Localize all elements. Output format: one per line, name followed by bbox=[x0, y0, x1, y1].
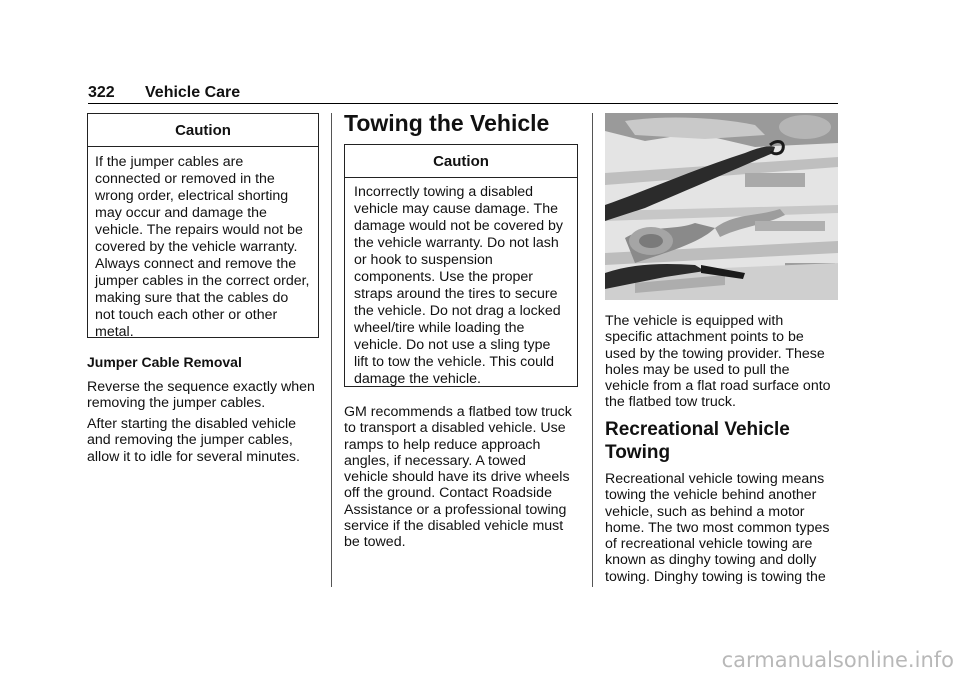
vehicle-underbody-photo bbox=[605, 113, 838, 300]
text-line: Reverse the sequence exactly when bbox=[87, 379, 315, 395]
caution-line: components. Use the proper bbox=[354, 269, 534, 285]
caution-line: jumper cables in the correct order, bbox=[95, 273, 310, 289]
text-line: The vehicle is equipped with bbox=[605, 313, 784, 329]
caution-line: making sure that the cables do bbox=[95, 290, 289, 306]
caution-line: metal. bbox=[95, 324, 134, 340]
recreational-towing-heading bbox=[605, 418, 790, 464]
column-divider-2 bbox=[592, 113, 593, 587]
heading-line: Towing bbox=[605, 442, 671, 463]
text-line: After starting the disabled vehicle bbox=[87, 416, 296, 432]
caution-line: Always connect and remove the bbox=[95, 256, 297, 272]
text-line: service if the disabled vehicle must bbox=[344, 518, 564, 535]
caution-title: Caution bbox=[345, 145, 577, 178]
page-number: 322 bbox=[88, 84, 115, 101]
heading-line: Recreational Vehicle bbox=[605, 419, 790, 440]
text-line: GM recommends a flatbed tow truck bbox=[344, 404, 572, 420]
caution-line: wrong order, electrical shorting bbox=[95, 188, 289, 204]
text-line: vehicle from a flat road surface onto bbox=[605, 378, 831, 395]
text-line: towing the vehicle behind another bbox=[605, 487, 817, 504]
text-line: ramps to help reduce approach bbox=[344, 436, 541, 453]
caution-line: the vehicle warranty. Do not lash bbox=[354, 235, 559, 251]
caution-line: damage the vehicle. bbox=[354, 371, 481, 387]
page-header bbox=[88, 84, 838, 104]
paragraph-gm-recommends bbox=[344, 404, 572, 551]
text-line: removing the jumper cables. bbox=[87, 395, 266, 412]
section-title: Vehicle Care bbox=[145, 84, 241, 101]
caution-line: covered by the vehicle warranty. bbox=[95, 239, 298, 255]
caution-line: may occur and damage the bbox=[95, 205, 267, 221]
text-line: off the ground. Contact Roadside bbox=[344, 485, 552, 502]
towing-caution-box bbox=[344, 144, 578, 387]
caution-line: vehicle. The repairs would not be bbox=[95, 222, 303, 238]
text-line: the flatbed tow truck. bbox=[605, 394, 736, 411]
paragraph-reverse-sequence bbox=[87, 379, 315, 412]
header-rule bbox=[88, 103, 838, 104]
caution-line: wheel/tire while loading the bbox=[354, 320, 525, 336]
text-line: home. The two most common types bbox=[605, 519, 830, 536]
caution-text bbox=[88, 147, 318, 341]
text-line: angles, if necessary. A towed bbox=[344, 452, 526, 469]
paragraph-after-starting bbox=[87, 416, 300, 465]
caution-line: not touch each other or other bbox=[95, 307, 278, 323]
text-line: vehicle, such as behind a motor bbox=[605, 503, 805, 520]
caution-line: connected or removed in the bbox=[95, 171, 275, 187]
text-line: known as dinghy towing and dolly bbox=[605, 552, 817, 569]
text-line: of recreational vehicle towing are bbox=[605, 536, 813, 553]
caution-line: or hook to suspension bbox=[354, 252, 493, 268]
text-line: holes may be used to pull the bbox=[605, 361, 790, 378]
caution-line: damage would not be covered by bbox=[354, 218, 564, 234]
text-line: to transport a disabled vehicle. Use bbox=[344, 420, 566, 437]
caution-line: straps around the tires to secure bbox=[354, 286, 558, 302]
paragraph-recreational-towing bbox=[605, 471, 829, 585]
caution-line: vehicle may cause damage. The bbox=[354, 201, 558, 217]
text-line: and removing the jumper cables, bbox=[87, 432, 293, 449]
site-watermark: carmanualsonline.info bbox=[721, 648, 954, 672]
caution-title: Caution bbox=[88, 114, 318, 147]
towing-vehicle-heading: Towing the Vehicle bbox=[344, 110, 550, 136]
caution-line: Incorrectly towing a disabled bbox=[354, 184, 534, 200]
text-line: Assistance or a professional towing bbox=[344, 501, 567, 518]
jumper-cable-removal-heading: Jumper Cable Removal bbox=[87, 354, 242, 370]
text-line: towing. Dinghy towing is towing the bbox=[605, 568, 826, 585]
text-line: allow it to idle for several minutes. bbox=[87, 448, 300, 465]
text-line: used by the towing provider. These bbox=[605, 345, 825, 362]
caution-line: the vehicle. Do not drag a locked bbox=[354, 303, 561, 319]
text-line: Recreational vehicle towing means bbox=[605, 471, 825, 487]
text-line: vehicle should have its drive wheels bbox=[344, 469, 570, 486]
text-line: be towed. bbox=[344, 534, 406, 551]
caution-line: If the jumper cables are bbox=[95, 154, 244, 170]
caution-text bbox=[345, 178, 577, 388]
paragraph-attachment-points bbox=[605, 313, 831, 411]
underbody-tow-strap-icon bbox=[605, 113, 838, 300]
jumper-cable-caution-box bbox=[87, 113, 319, 338]
text-line: specific attachment points to be bbox=[605, 329, 804, 346]
caution-line: lift to tow the vehicle. This could bbox=[354, 354, 555, 370]
caution-line: vehicle. Do not use a sling type bbox=[354, 337, 551, 353]
column-divider-1 bbox=[331, 113, 332, 587]
